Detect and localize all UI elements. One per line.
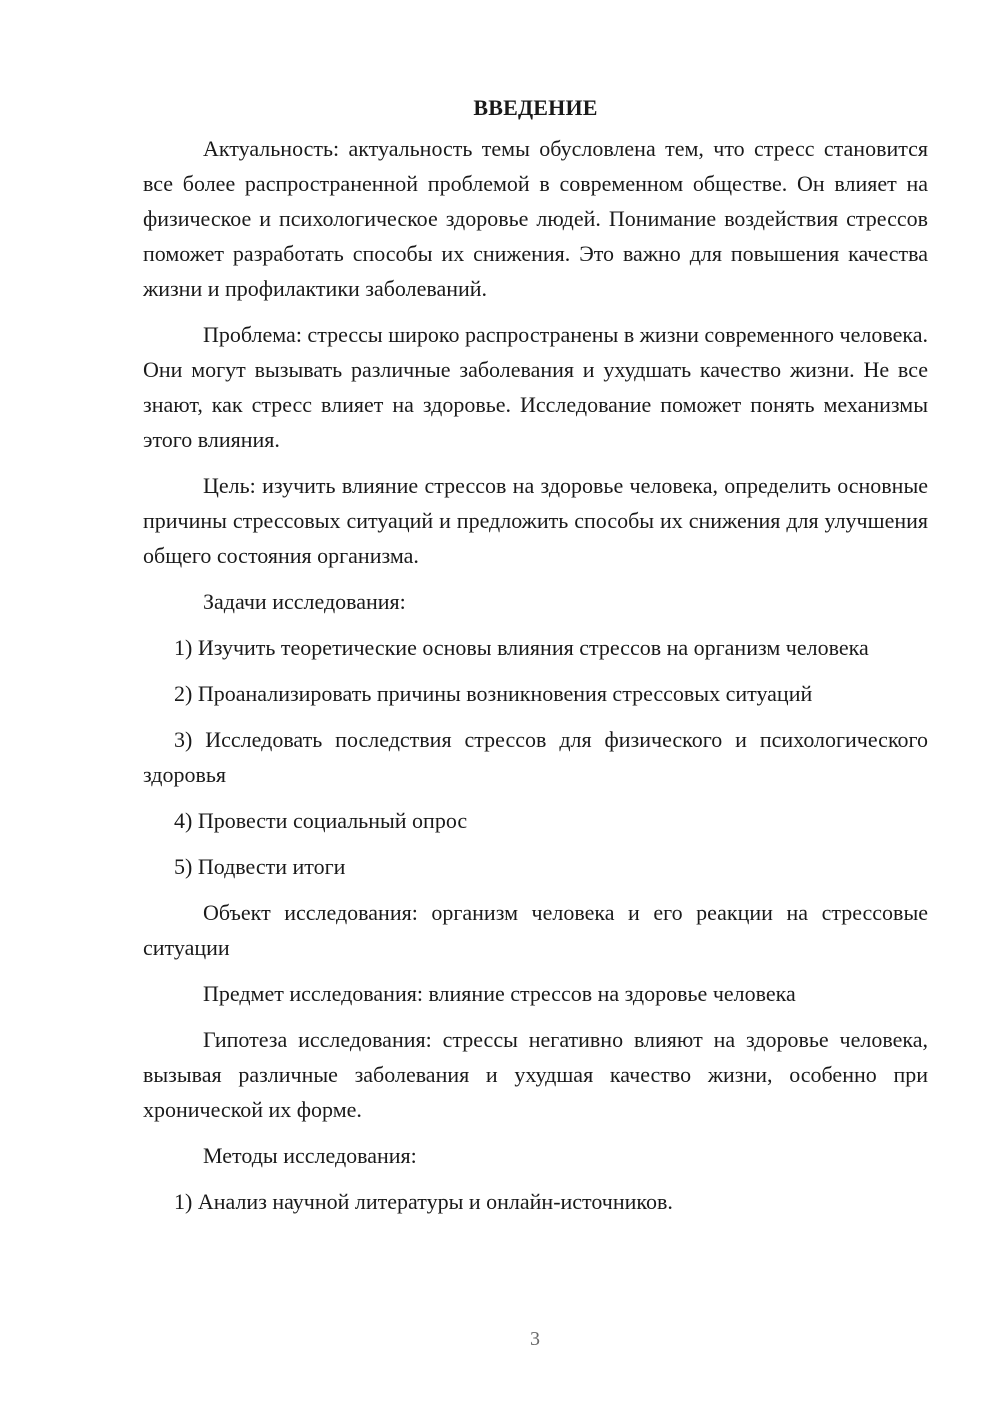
methods-heading: Методы исследования: (203, 1143, 417, 1168)
page-title: ВВЕДЕНИЕ (473, 95, 598, 120)
paragraph-goal: Цель: изучить влияние стрессов на здоровье человека, определить основные причины стрессовых ситуаций и предложить способы их снижения для улучшения общего состояния организма. (143, 473, 928, 568)
paragraph-subject: Предмет исследования: влияние стрессов на здоровье человека (203, 981, 796, 1006)
paragraph-hypothesis: Гипотеза исследования: стрессы негативно влияют на здоровье человека, вызывая различные заболевания и ухудшая качество жизни, особенно при хронической их форме. (143, 1027, 928, 1122)
page-number: 3 (530, 1328, 540, 1350)
tasks-heading: Задачи исследования: (203, 589, 406, 614)
paragraph-object: Объект исследования: организм человека и его реакции на стрессовые ситуации (143, 900, 928, 960)
paragraph-problem: Проблема: стрессы широко распространены в жизни современного человека. Они могут вызывать различные заболевания и ухудшать качество жизни. Не все знают, как стресс влияет на здоровье. Исследование поможет понять механизмы этого влияния. (143, 322, 929, 452)
task-item-5: 5) Подвести итоги (174, 854, 346, 879)
task-item-2: 2) Проанализировать причины возникновения стрессовых ситуаций (174, 681, 813, 706)
task-item-3: 3) Исследовать последствия стрессов для физического и психологического здоровья (143, 727, 928, 787)
task-item-1: 1) Изучить теоретические основы влияния стрессов на организм человека (174, 635, 869, 660)
document-page (143, 90, 928, 1219)
task-item-4: 4) Провести социальный опрос (174, 808, 468, 833)
method-item-1: 1) Анализ научной литературы и онлайн-источников. (174, 1189, 673, 1214)
paragraph-relevance: Актуальность: актуальность темы обусловлена тем, что стресс становится все более распространенной проблемой в современном обществе. Он влияет на физическое и психологическое здоровье людей. Понимание воздействия стрессов поможет разработать способы их снижения. Это важно для повышения качества жизни и профилактики заболеваний. (143, 136, 928, 301)
